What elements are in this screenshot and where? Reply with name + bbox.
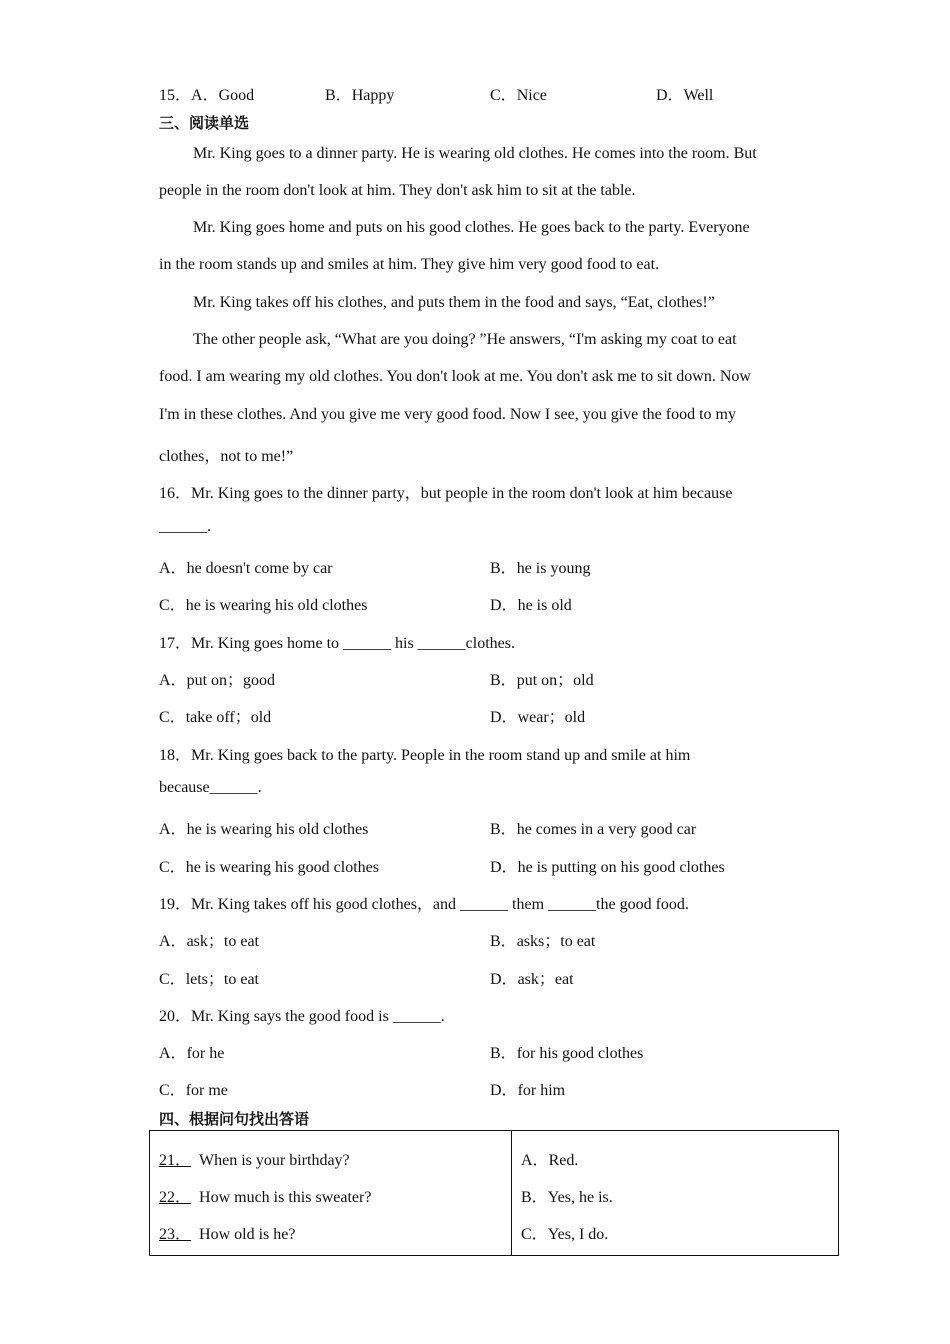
match-question-22 — [159, 1184, 371, 1207]
option-letter: C． — [159, 971, 186, 988]
match-answer-c — [521, 1221, 608, 1244]
option-letter: D． — [490, 597, 518, 614]
question-19-stem — [159, 891, 689, 914]
option-letter: C． — [159, 597, 186, 614]
option-text: for his good clothes — [516, 1045, 644, 1062]
option-text: he comes in a very good car — [516, 821, 697, 838]
passage-line: I'm in these clothes. And you give me very good food. Now I see, you give the food to my — [159, 406, 736, 423]
option-text: put on；good — [186, 672, 276, 689]
question-16-stem — [159, 480, 732, 503]
passage-line: The other people ask, “What are you doing? ”He answers, “I'm asking my coat to eat — [193, 331, 737, 348]
question-16-stem-cont: ______. — [159, 518, 211, 535]
passage-line: in the room stands up and smiles at him. They give him very good food to eat. — [159, 256, 660, 273]
option-letter: A． — [191, 87, 219, 104]
option-letter: D． — [490, 971, 518, 988]
q17-option-a[interactable] — [159, 667, 275, 690]
match-answer-a — [521, 1147, 578, 1170]
question-17-stem — [159, 630, 515, 653]
option-text: lets；to eat — [185, 971, 260, 988]
question-number: 17． — [159, 635, 192, 652]
question-text: Mr. King goes to the dinner party，but people in the room don't look at him because — [191, 485, 733, 502]
option-text: he is wearing his old clothes — [186, 821, 369, 838]
q18-option-d[interactable] — [490, 854, 725, 877]
passage-line: Mr. King goes to a dinner party. He is wearing old clothes. He comes into the room. But — [193, 145, 757, 162]
option-text: Good — [218, 87, 255, 104]
q17-option-b[interactable] — [490, 667, 594, 690]
option-letter: B． — [325, 87, 352, 104]
option-text: ask；eat — [517, 971, 574, 988]
option-letter: C． — [159, 1082, 186, 1099]
option-text: Well — [683, 87, 714, 104]
passage-line: people in the room don't look at him. They don't ask him to sit at the table. — [159, 182, 636, 199]
question-number: 20． — [159, 1008, 192, 1025]
option-text: Nice — [516, 87, 547, 104]
option-text: he is wearing his good clothes — [185, 859, 379, 876]
option-text: asks；to eat — [516, 933, 596, 950]
option-letter: B． — [490, 560, 517, 577]
match-question-23 — [159, 1221, 295, 1244]
question-number: 15． — [159, 87, 192, 104]
option-text: Red. — [548, 1152, 579, 1169]
option-letter: C． — [159, 859, 186, 876]
option-text: for me — [185, 1082, 228, 1099]
option-letter: D． — [490, 709, 518, 726]
question-20-stem — [159, 1003, 445, 1026]
option-text: for he — [186, 1045, 225, 1062]
q20-option-c[interactable] — [159, 1077, 228, 1100]
option-text: take off；old — [185, 709, 272, 726]
passage-line: Mr. King goes home and puts on his good clothes. He goes back to the party. Everyone — [193, 219, 750, 236]
question-number: 22． — [159, 1189, 192, 1206]
option-letter: D． — [656, 87, 684, 104]
option-letter: A． — [521, 1152, 549, 1169]
q19-option-d[interactable] — [490, 966, 574, 989]
option-text: put on；old — [516, 672, 594, 689]
option-letter: D． — [490, 859, 518, 876]
q20-option-a[interactable] — [159, 1040, 224, 1063]
option-text: ask；to eat — [186, 933, 259, 950]
q16-option-d[interactable] — [490, 592, 572, 615]
question-number: 23． — [159, 1226, 192, 1243]
passage-line: Mr. King takes off his clothes, and puts them in the food and says, “Eat, clothes!” — [193, 294, 715, 311]
section-heading-reading: 三、阅读单选 — [159, 114, 250, 132]
question-number: 19． — [159, 896, 192, 913]
section-heading-matching: 四、根据问句找出答语 — [159, 1110, 310, 1128]
option-text: Yes, I do. — [547, 1226, 609, 1243]
option-letter: B． — [490, 1045, 517, 1062]
option-letter: A． — [159, 1045, 187, 1062]
q15-option-d — [656, 82, 713, 105]
q18-option-a[interactable] — [159, 816, 368, 839]
option-letter: C． — [521, 1226, 548, 1243]
q15-option-c — [490, 82, 547, 105]
q19-option-a[interactable] — [159, 928, 259, 951]
q16-option-b[interactable] — [490, 555, 590, 578]
option-letter: C． — [159, 709, 186, 726]
option-letter: A． — [159, 672, 187, 689]
option-letter: A． — [159, 821, 187, 838]
q18-option-c[interactable] — [159, 854, 379, 877]
question-number: 16． — [159, 485, 192, 502]
q18-option-b[interactable] — [490, 816, 696, 839]
question-text: How much is this sweater? — [199, 1189, 372, 1206]
q17-option-d[interactable] — [490, 704, 585, 727]
option-letter: B． — [521, 1189, 548, 1206]
q15-option-b — [325, 82, 394, 105]
q17-option-c[interactable] — [159, 704, 271, 727]
question-18-stem — [159, 742, 690, 765]
match-answer-b — [521, 1184, 613, 1207]
option-letter: A． — [159, 560, 187, 577]
option-letter: C． — [490, 87, 517, 104]
q19-option-c[interactable] — [159, 966, 259, 989]
option-text: he is putting on his good clothes — [517, 859, 725, 876]
option-text: Happy — [351, 87, 395, 104]
option-letter: B． — [490, 933, 517, 950]
option-letter: B． — [490, 672, 517, 689]
question-text: When is your birthday? — [199, 1152, 350, 1169]
match-question-21 — [159, 1147, 350, 1170]
question-text: Mr. King goes back to the party. People in the room stand up and smile at him — [191, 747, 691, 764]
question-15 — [159, 82, 254, 105]
question-18-stem-cont: because______. — [159, 779, 262, 796]
option-text: he is old — [517, 597, 572, 614]
passage-line: clothes，not to me!” — [159, 448, 294, 465]
question-text: Mr. King goes home to ______ his ______clothes. — [191, 635, 515, 652]
option-text: for him — [517, 1082, 566, 1099]
q16-option-a[interactable] — [159, 555, 333, 578]
passage-line: food. I am wearing my old clothes. You don't look at me. You don't ask me to sit down. Now — [159, 368, 751, 385]
option-text: he is wearing his old clothes — [185, 597, 368, 614]
option-letter: D． — [490, 1082, 518, 1099]
option-text: he is young — [516, 560, 591, 577]
option-text: Yes, he is. — [547, 1189, 613, 1206]
question-text: Mr. King takes off his good clothes，and ______ them ______the good food. — [191, 896, 689, 913]
question-number: 21． — [159, 1152, 192, 1169]
option-text: wear；old — [517, 709, 586, 726]
question-number: 18． — [159, 747, 192, 764]
question-text: How old is he? — [199, 1226, 296, 1243]
q20-option-d[interactable] — [490, 1077, 565, 1100]
option-text: he doesn't come by car — [186, 560, 333, 577]
option-letter: A． — [159, 933, 187, 950]
option-letter: B． — [490, 821, 517, 838]
question-text: Mr. King says the good food is ______. — [191, 1008, 445, 1025]
q16-option-c[interactable] — [159, 592, 367, 615]
q20-option-b[interactable] — [490, 1040, 643, 1063]
q19-option-b[interactable] — [490, 928, 595, 951]
